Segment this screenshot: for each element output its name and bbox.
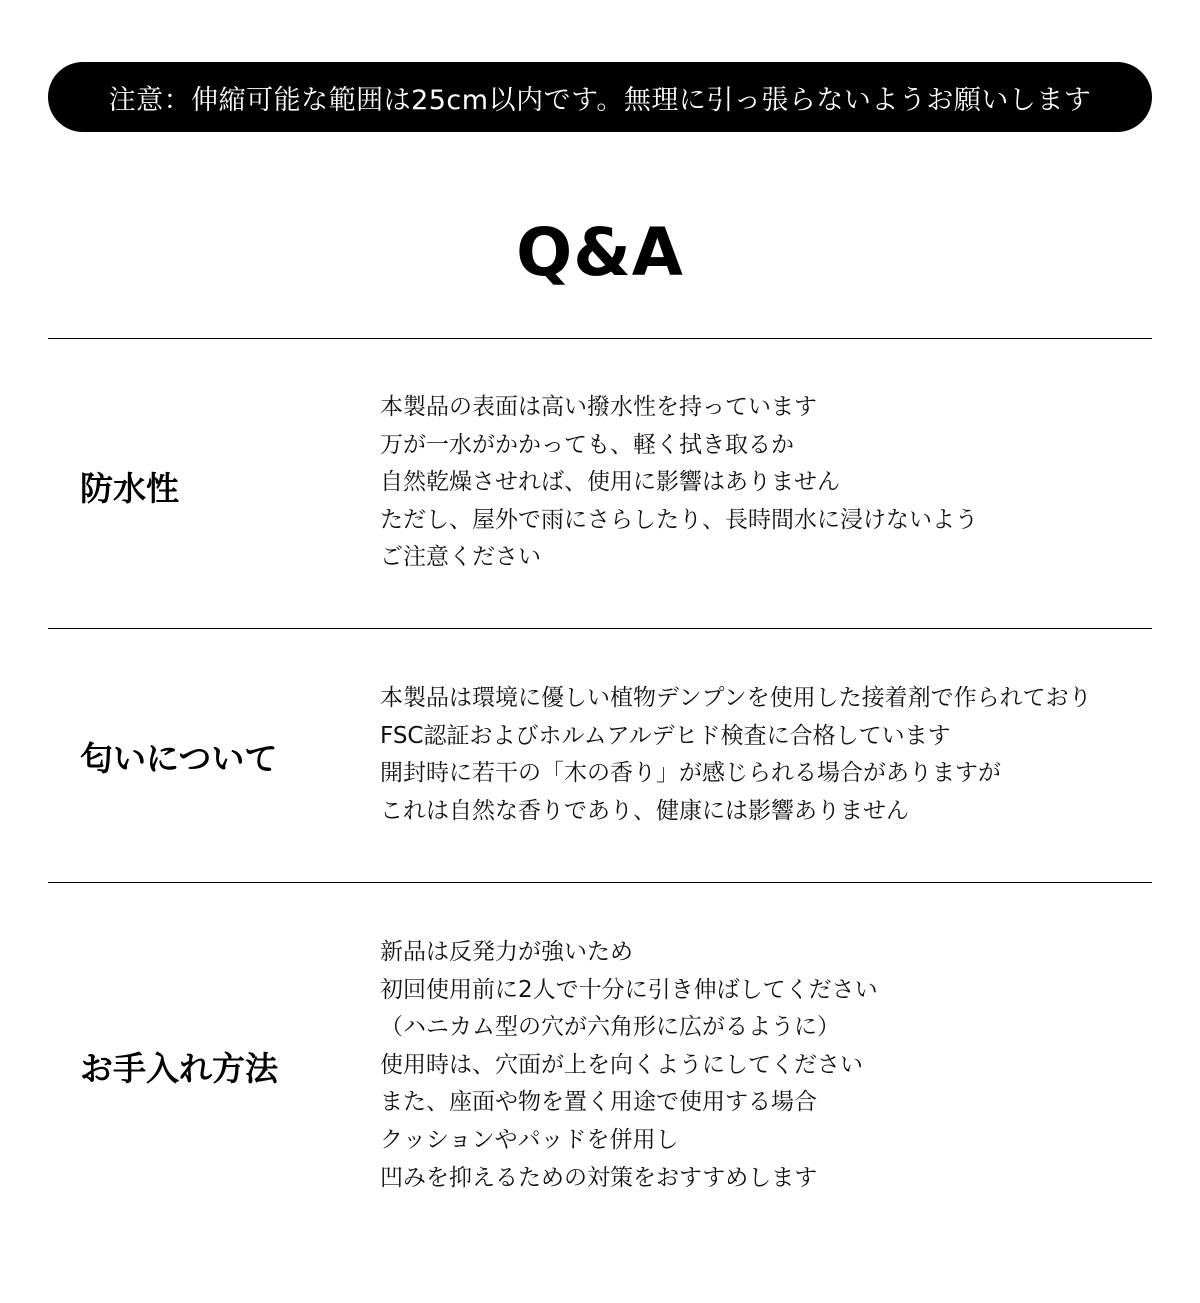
qa-item-smell (48, 629, 1152, 882)
qa-title: Q&A (516, 214, 684, 291)
answer-line: （ハニカム型の穴が六角形に広がるように） (380, 1014, 840, 1041)
qa-question: 防水性 (80, 469, 179, 508)
qa-item-care (48, 883, 1152, 1213)
answer-line: 初回使用前に2人で十分に引き伸ばしてください (380, 976, 878, 1003)
qa-item-waterproof (48, 339, 1152, 628)
answer-line: ただし、屋外で雨にさらしたり、長時間水に浸けないよう (380, 506, 978, 533)
notice-text: 注意：伸縮可能な範囲は25cm以内です。無理に引っ張らないようお願いします (108, 84, 1092, 116)
answer-line: ご注意ください (380, 544, 541, 571)
qa-answer (380, 389, 978, 577)
notice-banner (48, 62, 1152, 132)
answer-line: また、座面や物を置く用途で使用する場合 (380, 1089, 817, 1116)
answer-line: 凹みを抑えるための対策をおすすめします (380, 1164, 818, 1191)
qa-answer (380, 934, 878, 1197)
answer-line: 自然乾燥させれば、使用に影響はありません (380, 469, 840, 496)
answer-line: クッションやパッドを併用し (380, 1126, 679, 1153)
answer-line: 本製品は環境に優しい植物デンプンを使用した接着剤で作られており (380, 685, 1092, 711)
qa-question: お手入れ方法 (80, 1049, 278, 1088)
answer-line: 使用時は、穴面が上を向くようにしてください (380, 1051, 863, 1078)
qa-question: 匂いについて (80, 739, 278, 778)
answer-line: これは自然な香りであり、健康には影響ありません (380, 797, 909, 824)
answer-line: 開封時に若干の「木の香り」が感じられる場合がありますが (380, 760, 1001, 787)
answer-line: FSC認証およびホルムアルデヒド検査に合格しています (380, 722, 951, 749)
answer-line: 万が一水がかかっても、軽く拭き取るか (380, 431, 794, 458)
qa-answer (380, 680, 1092, 830)
answer-line: 本製品の表面は高い撥水性を持っています (380, 394, 817, 420)
answer-line: 新品は反発力が強いため (380, 939, 633, 965)
